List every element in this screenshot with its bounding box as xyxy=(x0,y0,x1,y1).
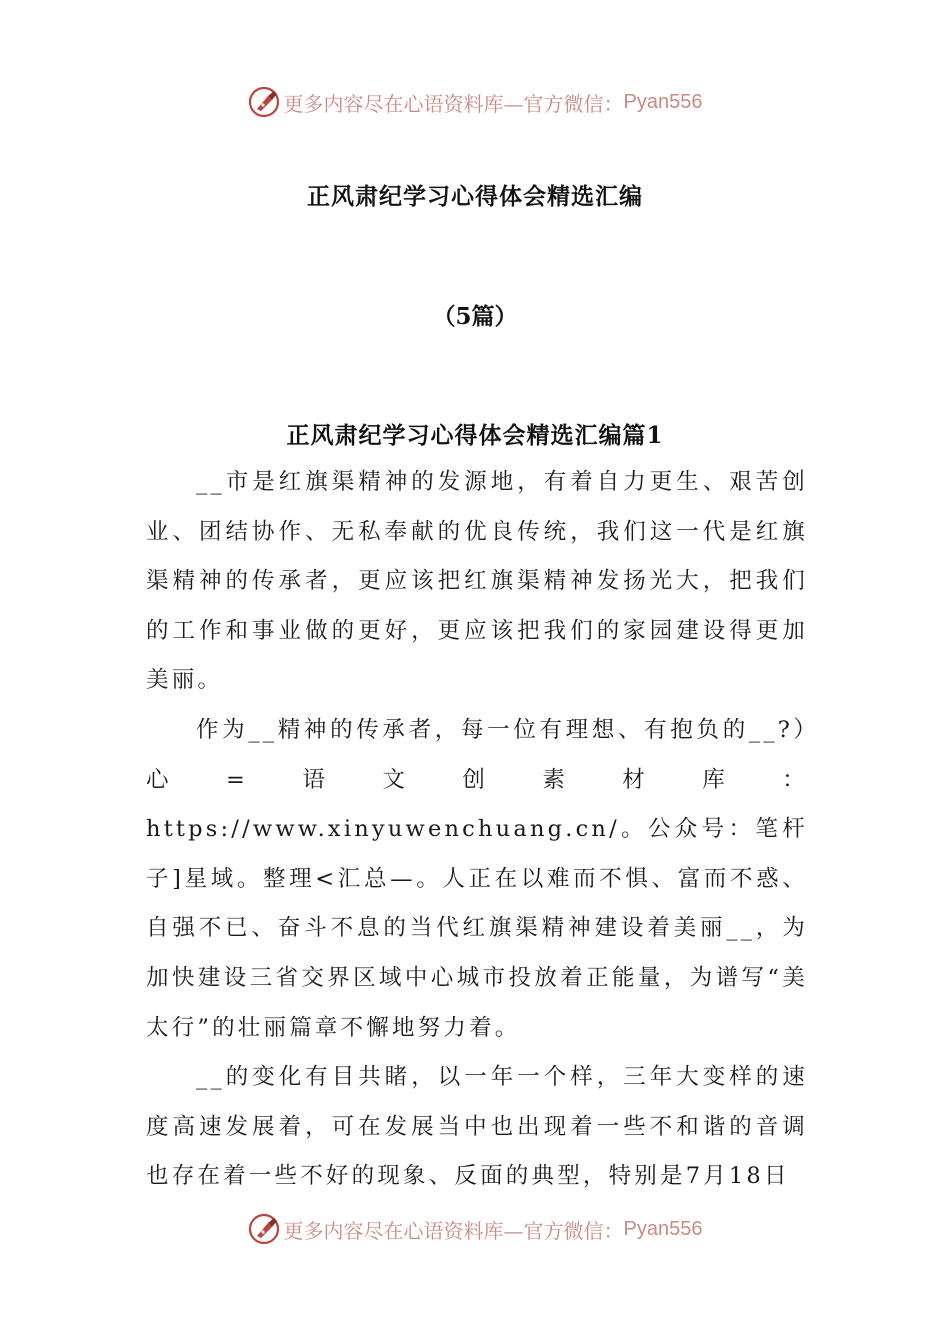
banner-text: 更多内容尽在心语资料库—官方微信： xyxy=(283,1218,624,1243)
banner-wechat-id: Pyan556 xyxy=(623,1217,703,1240)
document-subtitle: （5篇） xyxy=(432,303,518,330)
paragraph: __市是红旗渠精神的发源地，有着自力更生、艰苦创业、团结协作、无私奉献的优良传统，我们这一代是红旗渠精神的传承者，更应该把红旗渠精神发扬光大，把我们的工作和事业做的更好，更应该把我们的家园建设得更加美丽。 xyxy=(146,469,808,694)
footer-watermark-banner xyxy=(0,1207,950,1251)
paragraph: 作为__精神的传承者，每一位有理想、有抱负的__?）心=语文创素材库：https://www.xinyuwenchuang.cn/。公众号：笔杆子]星域。整理<汇总—。人正在以难而不惧、富而不惑、自强不已、奋斗不息的当代红旗渠精神建设着美丽__，为加快建设三省交界区域中心城市投放着正能量，为谱写“美太行”的壮丽篇章不懈地努力着。 xyxy=(146,716,808,1041)
paragraph: __的变化有目共睹，以一年一个样，三年大变样的速度高速发展着，可在发展当中也出现着一些不和谐的音调也存在着一些不好的现象、反面的典型，特别是7月18日 xyxy=(146,1064,808,1190)
document-title: 正风肃纪学习心得体会精选汇编 xyxy=(307,183,643,210)
header-watermark-banner xyxy=(0,80,950,124)
pen-nib-logo-icon xyxy=(248,85,282,119)
body-text xyxy=(146,458,808,1202)
banner-text: 更多内容尽在心语资料库—官方微信： xyxy=(283,91,624,116)
pen-nib-logo-icon xyxy=(248,1212,282,1246)
banner-wechat-id: Pyan556 xyxy=(623,90,703,113)
section-title: 正风肃纪学习心得体会精选汇编篇1 xyxy=(286,422,664,449)
